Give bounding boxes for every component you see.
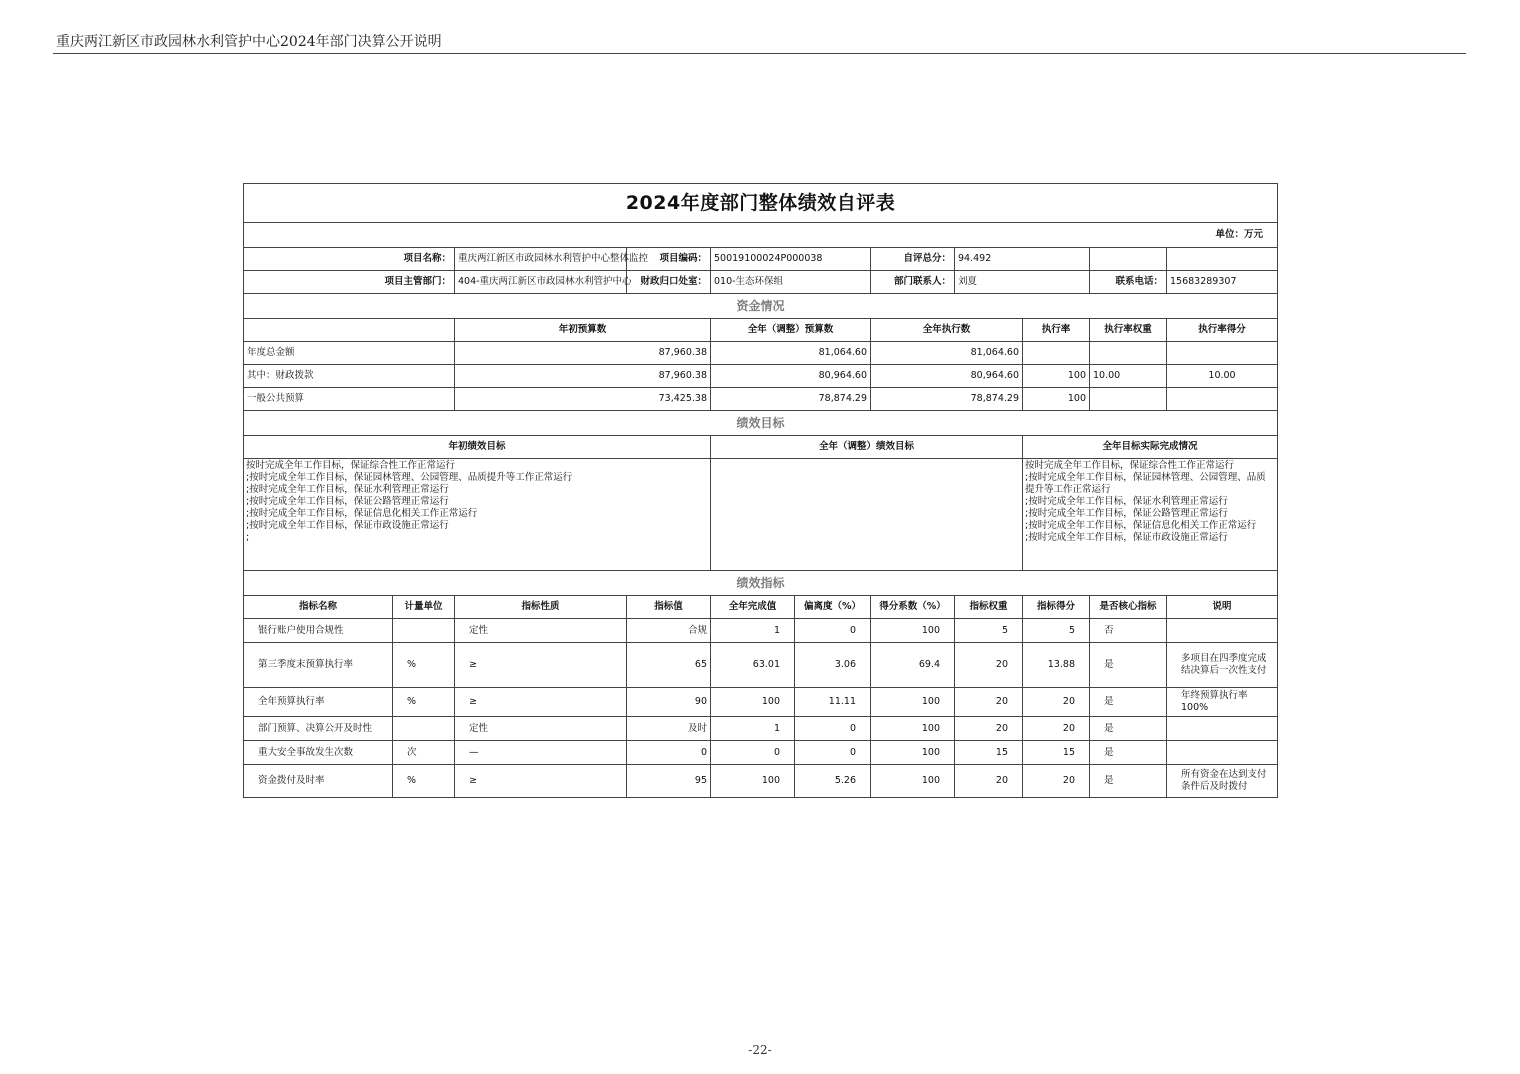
- funds-header-adjusted: 全年（调整）预算数: [711, 319, 871, 342]
- funds-header-initial: 年初预算数: [455, 319, 711, 342]
- funds-header-rate: 执行率: [1023, 319, 1090, 342]
- finance-label: 财政归口处室：: [627, 271, 711, 294]
- ind-unit: [393, 619, 455, 643]
- performance-evaluation-table: [243, 183, 1278, 798]
- ind-score: 20: [1023, 765, 1090, 798]
- goal-line: 按时完成全年工作目标，保证综合性工作正常运行: [246, 460, 456, 471]
- ind-coef: 100: [871, 765, 955, 798]
- funds-row-rate: 100: [1023, 388, 1090, 411]
- completion-line: 按时完成全年工作目标，保证综合性工作正常运行: [1025, 460, 1235, 471]
- ind-unit: [393, 717, 455, 741]
- unit-label: 单位：万元: [244, 223, 1278, 248]
- funds-row-name: 其中：财政拨款: [244, 365, 455, 388]
- actual-completion-text: [1023, 459, 1278, 571]
- dept-label: 项目主管部门：: [244, 271, 455, 294]
- ind-coef: 100: [871, 717, 955, 741]
- ind-deviation: 0: [795, 741, 871, 765]
- funds-row-score: [1167, 388, 1278, 411]
- funds-row: [244, 365, 1278, 388]
- ind-header-unit: 计量单位: [393, 596, 455, 619]
- ind-nature: 定性: [455, 619, 627, 643]
- ind-weight: 20: [955, 643, 1023, 688]
- ind-header-coef: 得分系数（%）: [871, 596, 955, 619]
- ind-target: 合规: [627, 619, 711, 643]
- ind-header-actual: 全年完成值: [711, 596, 795, 619]
- project-name-label: 项目名称：: [244, 248, 455, 271]
- page-number: -22-: [748, 1043, 772, 1057]
- ind-unit: %: [393, 688, 455, 717]
- funds-row-weight: [1090, 388, 1167, 411]
- funds-row-initial: 87,960.38: [455, 342, 711, 365]
- ind-deviation: 5.26: [795, 765, 871, 798]
- ind-nature: ≥: [455, 643, 627, 688]
- indicator-row: [244, 643, 1278, 688]
- funds-row-initial: 87,960.38: [455, 365, 711, 388]
- contact-label: 部门联系人：: [871, 271, 955, 294]
- ind-weight: 20: [955, 717, 1023, 741]
- ind-nature: —: [455, 741, 627, 765]
- ind-header-nature: 指标性质: [455, 596, 627, 619]
- ind-note: 多项目在四季度完成结决算后一次性支付: [1167, 643, 1278, 688]
- goal-line: ;按时完成全年工作目标，保证市政设施正常运行: [246, 520, 449, 531]
- info-row-1: [244, 248, 1278, 271]
- self-score-value: 94.492: [955, 248, 1090, 271]
- ind-target: 95: [627, 765, 711, 798]
- ind-name: 部门预算、决算公开及时性: [244, 717, 393, 741]
- goals-content-row: [244, 459, 1278, 571]
- ind-target: 65: [627, 643, 711, 688]
- funds-row-rate: [1023, 342, 1090, 365]
- funds-row-weight: [1090, 342, 1167, 365]
- ind-coef: 100: [871, 741, 955, 765]
- finance-value: 010-生态环保组: [711, 271, 871, 294]
- indicators-section-title: 绩效指标: [244, 571, 1278, 596]
- ind-target: 及时: [627, 717, 711, 741]
- ind-deviation: 11.11: [795, 688, 871, 717]
- indicator-row: [244, 619, 1278, 643]
- ind-weight: 15: [955, 741, 1023, 765]
- ind-coef: 69.4: [871, 643, 955, 688]
- ind-note: [1167, 619, 1278, 643]
- goal-line: ;按时完成全年工作目标，保证园林管理、公园管理、品质提升等工作正常运行: [246, 472, 573, 483]
- ind-name: 第三季度末预算执行率: [244, 643, 393, 688]
- project-name-value: 重庆两江新区市政园林水利管护中心整体监控: [455, 248, 627, 271]
- completion-line: ;按时完成全年工作目标，保证信息化相关工作正常运行: [1025, 520, 1257, 531]
- funds-row: [244, 342, 1278, 365]
- ind-core: 是: [1090, 688, 1167, 717]
- ind-score: 5: [1023, 619, 1090, 643]
- funds-row-executed: 81,064.60: [871, 342, 1023, 365]
- funds-section-title: 资金情况: [244, 294, 1278, 319]
- goal-line: ;按时完成全年工作目标，保证水利管理正常运行: [246, 484, 449, 495]
- funds-row-adjusted: 78,874.29: [711, 388, 871, 411]
- indicator-row: [244, 741, 1278, 765]
- goal-line: ;按时完成全年工作目标，保证公路管理正常运行: [246, 496, 449, 507]
- self-score-label: 自评总分：: [871, 248, 955, 271]
- funds-row-name: 一般公共预算: [244, 388, 455, 411]
- ind-header-score: 指标得分: [1023, 596, 1090, 619]
- funds-header-row: [244, 319, 1278, 342]
- ind-actual: 1: [711, 619, 795, 643]
- ind-core: 否: [1090, 619, 1167, 643]
- ind-actual: 1: [711, 717, 795, 741]
- ind-score: 13.88: [1023, 643, 1090, 688]
- funds-row-adjusted: 81,064.60: [711, 342, 871, 365]
- funds-row-executed: 78,874.29: [871, 388, 1023, 411]
- phone-value: 15683289307: [1167, 271, 1278, 294]
- ind-deviation: 3.06: [795, 643, 871, 688]
- funds-header-executed: 全年执行数: [871, 319, 1023, 342]
- ind-note: 年终预算执行率100%: [1167, 688, 1278, 717]
- indicator-row: [244, 717, 1278, 741]
- empty-cell: [1167, 248, 1278, 271]
- completion-line: ;按时完成全年工作目标，保证水利管理正常运行: [1025, 496, 1228, 507]
- goals-section-title: 绩效目标: [244, 411, 1278, 436]
- header-rule: [53, 53, 1466, 54]
- ind-score: 20: [1023, 717, 1090, 741]
- funds-header-score: 执行率得分: [1167, 319, 1278, 342]
- ind-coef: 100: [871, 688, 955, 717]
- ind-nature: ≥: [455, 688, 627, 717]
- funds-row-weight: 10.00: [1090, 365, 1167, 388]
- completion-line: ;按时完成全年工作目标，保证市政设施正常运行: [1025, 532, 1228, 543]
- ind-unit: 次: [393, 741, 455, 765]
- ind-note: [1167, 717, 1278, 741]
- goals-header-row: [244, 436, 1278, 459]
- funds-row-rate: 100: [1023, 365, 1090, 388]
- ind-score: 20: [1023, 688, 1090, 717]
- funds-row-score: 10.00: [1167, 365, 1278, 388]
- ind-actual: 0: [711, 741, 795, 765]
- ind-header-deviation: 偏离度（%）: [795, 596, 871, 619]
- ind-note: [1167, 741, 1278, 765]
- ind-score: 15: [1023, 741, 1090, 765]
- ind-nature: 定性: [455, 717, 627, 741]
- ind-name: 银行账户使用合规性: [244, 619, 393, 643]
- info-row-2: [244, 271, 1278, 294]
- table-title: 2024年度部门整体绩效自评表: [244, 184, 1278, 223]
- contact-value: 刘夏: [955, 271, 1090, 294]
- ind-core: 是: [1090, 765, 1167, 798]
- ind-deviation: 0: [795, 619, 871, 643]
- ind-name: 全年预算执行率: [244, 688, 393, 717]
- empty-cell: [1090, 248, 1167, 271]
- ind-coef: 100: [871, 619, 955, 643]
- ind-core: 是: [1090, 741, 1167, 765]
- ind-header-note: 说明: [1167, 596, 1278, 619]
- ind-weight: 5: [955, 619, 1023, 643]
- indicator-row: [244, 688, 1278, 717]
- ind-header-name: 指标名称: [244, 596, 393, 619]
- ind-actual: 63.01: [711, 643, 795, 688]
- page-header: 重庆两江新区市政园林水利管护中心2024年部门决算公开说明: [56, 34, 442, 50]
- phone-label: 联系电话：: [1090, 271, 1167, 294]
- indicator-row: [244, 765, 1278, 798]
- funds-row-name: 年度总金额: [244, 342, 455, 365]
- ind-target: 90: [627, 688, 711, 717]
- ind-deviation: 0: [795, 717, 871, 741]
- ind-actual: 100: [711, 765, 795, 798]
- project-code-label: 项目编码：: [627, 248, 711, 271]
- funds-row-executed: 80,964.60: [871, 365, 1023, 388]
- goals-header-actual: 全年目标实际完成情况: [1023, 436, 1278, 459]
- adjusted-goals-text: [711, 459, 1023, 571]
- completion-line: ;按时完成全年工作目标，保证公路管理正常运行: [1025, 508, 1228, 519]
- goal-line: ;按时完成全年工作目标，保证信息化相关工作正常运行: [246, 508, 478, 519]
- ind-core: 是: [1090, 643, 1167, 688]
- initial-goals-text: [244, 459, 711, 571]
- ind-header-core: 是否核心指标: [1090, 596, 1167, 619]
- ind-header-target: 指标值: [627, 596, 711, 619]
- ind-name: 重大安全事故发生次数: [244, 741, 393, 765]
- ind-header-weight: 指标权重: [955, 596, 1023, 619]
- ind-weight: 20: [955, 765, 1023, 798]
- ind-weight: 20: [955, 688, 1023, 717]
- funds-row-initial: 73,425.38: [455, 388, 711, 411]
- funds-row-adjusted: 80,964.60: [711, 365, 871, 388]
- ind-actual: 100: [711, 688, 795, 717]
- funds-row-score: [1167, 342, 1278, 365]
- ind-unit: %: [393, 643, 455, 688]
- dept-value: 404-重庆两江新区市政园林水利管护中心: [455, 271, 627, 294]
- ind-note: 所有资金在达到支付条件后及时拨付: [1167, 765, 1278, 798]
- funds-header-weight: 执行率权重: [1090, 319, 1167, 342]
- funds-row: [244, 388, 1278, 411]
- empty-cell: [244, 319, 455, 342]
- goals-header-adjusted: 全年（调整）绩效目标: [711, 436, 1023, 459]
- ind-target: 0: [627, 741, 711, 765]
- ind-name: 资金拨付及时率: [244, 765, 393, 798]
- goal-line: ;: [246, 532, 250, 543]
- ind-unit: %: [393, 765, 455, 798]
- goals-header-initial: 年初绩效目标: [244, 436, 711, 459]
- project-code-value: 50019100024P000038: [711, 248, 871, 271]
- completion-line: ;按时完成全年工作目标，保证园林管理、公园管理、品质提升等工作正常运行: [1025, 472, 1266, 495]
- ind-nature: ≥: [455, 765, 627, 798]
- ind-core: 是: [1090, 717, 1167, 741]
- indicators-header-row: [244, 596, 1278, 619]
